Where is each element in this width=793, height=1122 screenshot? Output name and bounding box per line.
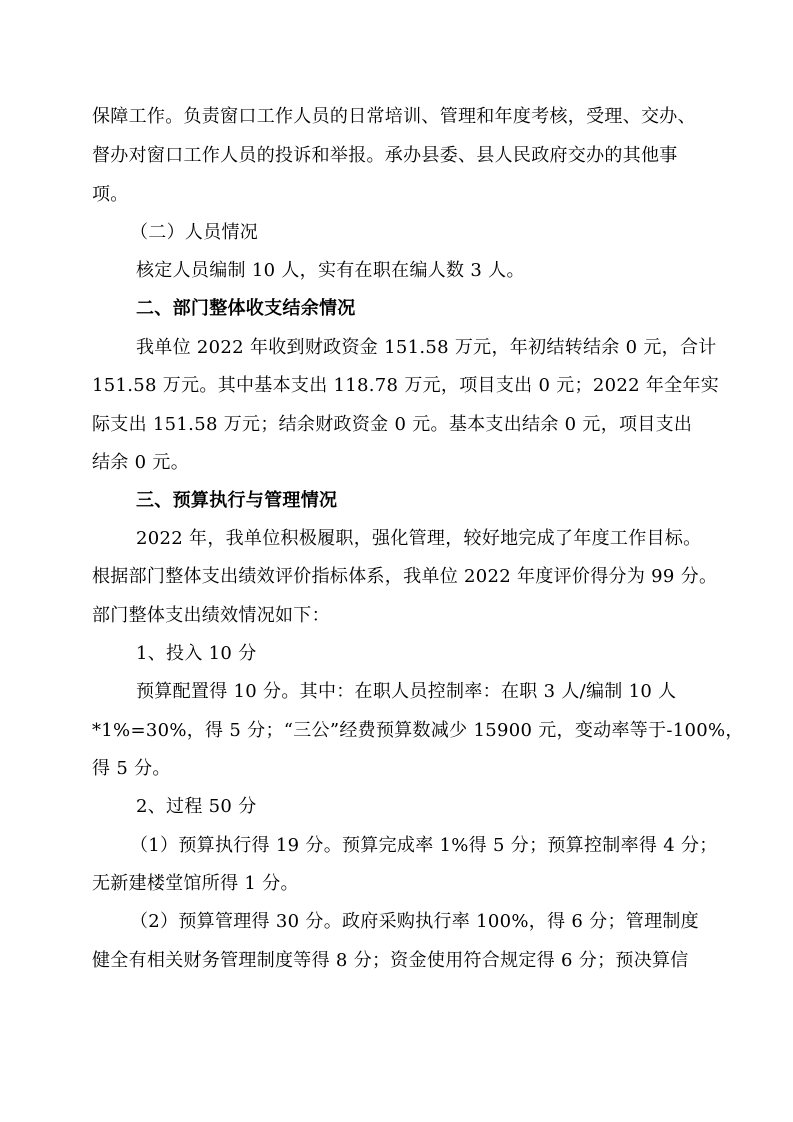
body-line-21: 无新建楼堂馆所得 1 分。 (92, 873, 299, 894)
body-line-12: 2022 年，我单位积极履职，强化管理，较好地完成了年度工作目标。 (136, 528, 702, 549)
item-heading-process: 2、过程 50 分 (136, 796, 257, 817)
body-line-23: 健全有相关财务管理制度等得 8 分；资金使用符合规定得 6 分；预决算信 (92, 950, 689, 971)
body-line-18: 得 5 分。 (92, 758, 171, 779)
body-line-9: 际支出 151.58 万元；结余财政资金 0 元。基本支出结余 0 元，项目支出 (92, 414, 693, 435)
body-line-5: 核定人员编制 10 人，实有在职在编人数 3 人。 (136, 260, 525, 281)
body-line-1: 保障工作。负责窗口工作人员的日常培训、管理和年度考核，受理、交办、 (92, 106, 696, 127)
subsection-heading-personnel: （二）人员情况 (130, 222, 259, 243)
body-line-2: 督办对窗口工作人员的投诉和举报。承办县委、县人民政府交办的其他事 (92, 145, 678, 166)
body-line-13: 根据部门整体支出绩效评价指标体系，我单位 2022 年度评价得分为 99 分。 (92, 566, 718, 587)
section-heading-2: 二、部门整体收支结余情况 (136, 298, 356, 319)
section-heading-3: 三、预算执行与管理情况 (136, 490, 338, 511)
body-line-16: 预算配置得 10 分。其中：在职人员控制率：在职 3 人/编制 10 人 (136, 681, 677, 702)
body-line-14: 部门整体支出绩效情况如下： (92, 605, 330, 626)
item-heading-input: 1、投入 10 分 (136, 643, 257, 664)
body-line-17: *1%=30%，得 5 分；“三公”经费预算数减少 15900 元，变动率等于-100%， (92, 720, 744, 741)
body-line-8: 151.58 万元。其中基本支出 118.78 万元，项目支出 0 元；2022 年全年实 (92, 375, 720, 396)
body-line-10: 结余 0 元。 (92, 452, 189, 473)
body-line-3: 项。 (92, 184, 129, 205)
body-line-22: （2）预算管理得 30 分。政府采购执行率 100%，得 6 分；管理制度 (130, 911, 699, 932)
body-line-7: 我单位 2022 年收到财政资金 151.58 万元，年初结转结余 0 元，合计 (136, 337, 717, 358)
body-line-20: （1）预算执行得 19 分。预算完成率 1%得 5 分；预算控制率得 4 分； (130, 835, 718, 856)
